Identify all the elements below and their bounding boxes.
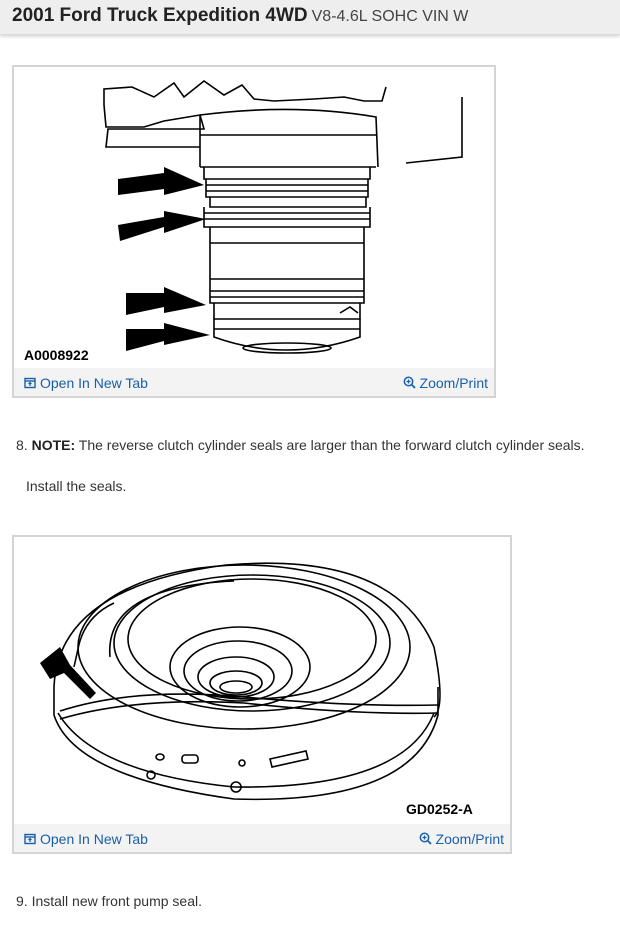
pointer-arrow [40, 647, 96, 699]
zoom-icon [419, 832, 432, 845]
vehicle-title: 2001 Ford Truck Expedition 4WD [12, 5, 308, 26]
open-in-new-tab-label: Open In New Tab [40, 375, 148, 391]
open-in-new-tab-label: Open In New Tab [40, 831, 148, 847]
step-8-instruction: Install the seals. [26, 478, 127, 494]
note-label: NOTE: [31, 437, 76, 453]
figure-clutch-cylinder [12, 65, 496, 398]
zoom-print-label: Zoom/Print [435, 831, 504, 847]
step-8-note [16, 437, 585, 453]
zoom-icon [403, 376, 416, 389]
open-in-new-tab-link[interactable] [24, 831, 148, 847]
figure-footer [14, 368, 494, 396]
step-9-instruction [16, 893, 202, 909]
step-number: 8. [16, 437, 28, 453]
note-text: The reverse clutch cylinder seals are larger than the forward clutch cylinder seals. [75, 437, 585, 453]
open-in-new-tab-link[interactable] [24, 375, 148, 391]
figure-front-pump [12, 535, 512, 854]
zoom-print-label: Zoom/Print [419, 375, 488, 391]
step-number: 9. [16, 893, 28, 909]
figure-footer [14, 824, 510, 852]
clutch-cylinder-illustration [14, 67, 494, 367]
zoom-print-link[interactable] [419, 831, 504, 847]
page-header [0, 0, 620, 35]
engine-subtitle: V8-4.6L SOHC VIN W [311, 8, 469, 25]
zoom-print-link[interactable] [403, 375, 488, 391]
figure-code-label: A0008922 [24, 347, 89, 363]
front-pump-illustration [14, 537, 510, 827]
page-title [12, 5, 468, 27]
open-tab-icon [24, 377, 36, 389]
step-text: Install new front pump seal. [31, 893, 202, 909]
open-tab-icon [24, 833, 36, 845]
figure-code-label: GD0252-A [406, 801, 473, 817]
